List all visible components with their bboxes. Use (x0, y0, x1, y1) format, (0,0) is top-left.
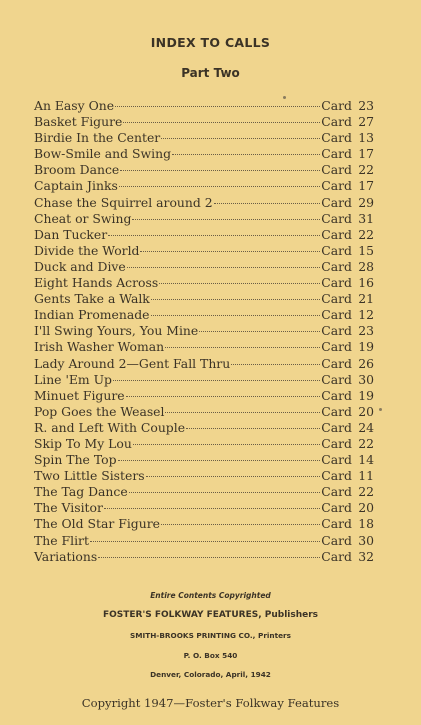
card-label: Card (321, 355, 352, 371)
card-number: 12 (358, 307, 374, 323)
call-name: Chase the Squirrel around 2 (34, 194, 213, 210)
index-row (34, 356, 374, 372)
dot-leader (104, 508, 320, 509)
dot-leader (127, 267, 320, 268)
dot-leader (214, 203, 321, 204)
dot-leader (140, 251, 320, 252)
index-row (34, 339, 374, 355)
index-row (34, 162, 374, 178)
card-label: Card (321, 403, 352, 419)
call-name: Divide the World (34, 242, 140, 258)
card-number: 29 (358, 194, 374, 210)
index-row (34, 275, 374, 291)
ink-speck (379, 408, 382, 411)
index-row (34, 323, 374, 339)
index-row (34, 484, 374, 500)
dot-leader (165, 412, 320, 413)
index-row (34, 372, 374, 388)
card-label: Card (321, 435, 352, 451)
card-label: Card (321, 339, 352, 355)
dot-leader (115, 106, 320, 107)
card-label: Card (321, 419, 352, 435)
dot-leader (118, 460, 321, 461)
card-label: Card (321, 468, 352, 484)
call-name: Broom Dance (34, 162, 120, 178)
card-number: 26 (358, 355, 374, 371)
card-label: Card (321, 500, 352, 516)
index-row (34, 500, 374, 516)
dot-leader (161, 138, 320, 139)
card-label: Card (321, 242, 352, 258)
index-row (34, 114, 374, 130)
card-number: 20 (358, 500, 374, 516)
dot-leader (172, 154, 320, 155)
index-row (34, 178, 374, 194)
index-list (34, 98, 374, 565)
call-name: Basket Figure (34, 114, 123, 130)
card-number: 23 (358, 323, 374, 339)
card-label: Card (321, 146, 352, 162)
index-row (34, 516, 374, 532)
card-label: Card (321, 516, 352, 532)
call-name: I'll Swing Yours, You Mine (34, 323, 199, 339)
index-row (34, 146, 374, 162)
call-name: An Easy One (34, 98, 115, 113)
call-name: Indian Promenade (34, 307, 150, 323)
call-name: Gents Take a Walk (34, 291, 150, 307)
card-label: Card (321, 548, 352, 564)
dot-leader (108, 235, 320, 236)
bottom-copyright: Copyright 1947—Foster's Folkway Features (81, 696, 340, 710)
call-name: The Old Star Figure (34, 516, 160, 532)
dot-leader (133, 444, 320, 445)
card-number: 30 (358, 371, 374, 387)
index-row (34, 420, 374, 436)
call-name: Pop Goes the Weasel (34, 403, 165, 419)
call-name: Duck and Dive (34, 258, 126, 274)
card-number: 19 (358, 339, 374, 355)
dot-leader (231, 364, 320, 365)
dot-leader (119, 186, 320, 187)
index-row (34, 291, 374, 307)
card-number: 32 (358, 548, 374, 564)
index-row (34, 211, 374, 227)
card-number: 19 (358, 387, 374, 403)
card-number: 23 (358, 98, 374, 113)
dot-leader (98, 557, 320, 558)
card-number: 21 (358, 291, 374, 307)
card-label: Card (321, 387, 352, 403)
card-number: 18 (358, 516, 374, 532)
call-name: Minuet Figure (34, 387, 125, 403)
index-row (34, 468, 374, 484)
card-label: Card (321, 226, 352, 242)
pobox-line: P. O. Box 540 (183, 651, 238, 660)
dot-leader (113, 380, 320, 381)
card-label: Card (321, 258, 352, 274)
card-number: 31 (358, 210, 374, 226)
card-label: Card (321, 194, 352, 210)
dot-leader (120, 170, 320, 171)
call-name: The Flirt (34, 532, 89, 548)
dot-leader (129, 492, 321, 493)
card-label: Card (321, 323, 352, 339)
printer-line: SMITH-BROOKS PRINTING CO., Printers (129, 631, 291, 640)
card-label: Card (321, 307, 352, 323)
card-label: Card (321, 275, 352, 291)
index-row (34, 227, 374, 243)
index-row (34, 307, 374, 323)
call-name: Cheat or Swing (34, 210, 132, 226)
index-row (34, 388, 374, 404)
call-name: Bow-Smile and Swing (34, 146, 171, 162)
dot-leader (123, 122, 320, 123)
call-name: Irish Washer Woman (34, 339, 165, 355)
card-label: Card (321, 371, 352, 387)
card-label: Card (321, 291, 352, 307)
card-number: 22 (358, 162, 374, 178)
card-number: 13 (358, 130, 374, 146)
card-label: Card (321, 178, 352, 194)
index-row (34, 436, 374, 452)
ink-speck (283, 96, 286, 99)
card-number: 11 (358, 468, 374, 484)
card-number: 17 (358, 178, 374, 194)
copyright-note: Entire Contents Copyrighted (150, 591, 271, 600)
page-title: INDEX TO CALLS (150, 35, 271, 50)
call-name: Dan Tucker (34, 226, 108, 242)
index-row (34, 404, 374, 420)
dot-leader (132, 219, 320, 220)
card-number: 30 (358, 532, 374, 548)
dot-leader (165, 347, 320, 348)
card-label: Card (321, 210, 352, 226)
card-number: 16 (358, 275, 374, 291)
card-number: 27 (358, 114, 374, 130)
dot-leader (90, 541, 320, 542)
call-name: The Visitor (34, 500, 103, 516)
card-label: Card (321, 130, 352, 146)
index-row (34, 243, 374, 259)
card-number: 17 (358, 146, 374, 162)
place-date-line: Denver, Colorado, April, 1942 (150, 670, 271, 679)
call-name: Two Little Sisters (34, 468, 145, 484)
dot-leader (151, 299, 320, 300)
index-row (34, 259, 374, 275)
dot-leader (126, 396, 321, 397)
card-number: 28 (358, 258, 374, 274)
dot-leader (199, 331, 320, 332)
card-number: 15 (358, 242, 374, 258)
call-name: Captain Jinks (34, 178, 118, 194)
call-name: Skip To My Lou (34, 435, 132, 451)
card-number: 20 (358, 403, 374, 419)
card-number: 22 (358, 226, 374, 242)
dot-leader (146, 476, 321, 477)
page-subtitle: Part Two (181, 66, 240, 80)
card-label: Card (321, 452, 352, 468)
index-row (34, 195, 374, 211)
call-name: Lady Around 2—Gent Fall Thru (34, 355, 231, 371)
call-name: The Tag Dance (34, 484, 128, 500)
call-name: Eight Hands Across (34, 275, 159, 291)
publisher-line: FOSTER'S FOLKWAY FEATURES, Publishers (102, 610, 319, 620)
card-label: Card (321, 162, 352, 178)
index-row (34, 549, 374, 565)
card-number: 24 (358, 419, 374, 435)
call-name: Birdie In the Center (34, 130, 161, 146)
call-name: Variations (34, 548, 98, 564)
call-name: Spin The Top (34, 452, 117, 468)
index-row (34, 130, 374, 146)
dot-leader (161, 524, 320, 525)
index-row (34, 533, 374, 549)
card-label: Card (321, 98, 352, 113)
dot-leader (151, 315, 321, 316)
call-name: Line 'Em Up (34, 371, 112, 387)
card-label: Card (321, 114, 352, 130)
index-row (34, 98, 374, 114)
index-row (34, 452, 374, 468)
card-number: 14 (358, 452, 374, 468)
card-number: 22 (358, 484, 374, 500)
card-label: Card (321, 484, 352, 500)
card-label: Card (321, 532, 352, 548)
dot-leader (159, 283, 320, 284)
call-name: R. and Left With Couple (34, 419, 186, 435)
dot-leader (186, 428, 320, 429)
card-number: 22 (358, 435, 374, 451)
